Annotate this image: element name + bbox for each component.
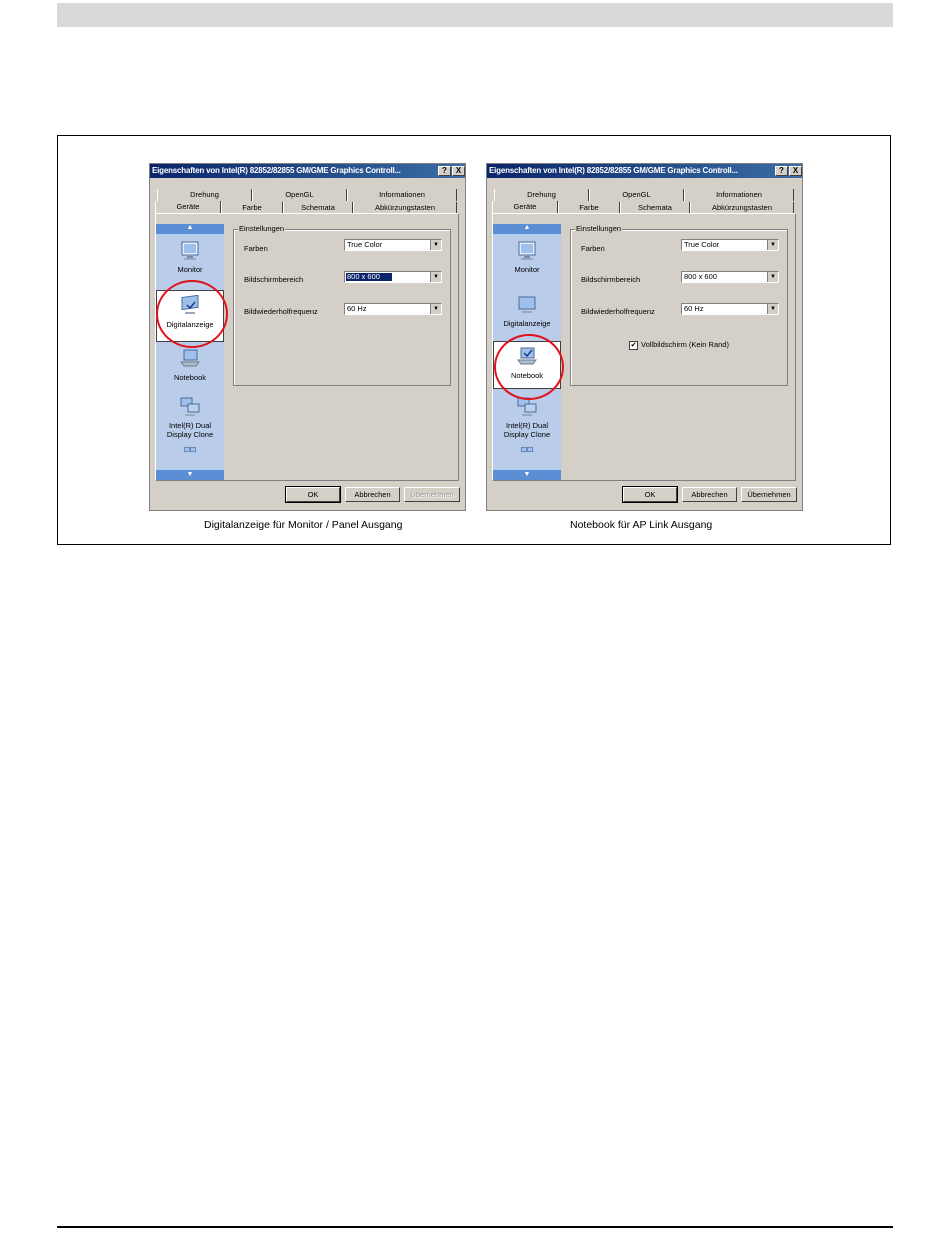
monitor-icon xyxy=(179,240,201,262)
dialog-title: Eigenschaften von Intel(R) 82852/82855 GM/GME Graphics Controll... xyxy=(489,166,738,175)
scroll-up-button[interactable]: ▲ xyxy=(493,224,561,234)
fullscreen-checkbox[interactable] xyxy=(629,340,729,350)
dual-display-icon xyxy=(179,396,201,418)
field-label: Bildwiederholfrequenz xyxy=(244,307,318,316)
tab-schemata[interactable]: Schemata xyxy=(620,202,690,214)
select-value: True Color xyxy=(347,240,383,249)
sidebar-item-extra[interactable] xyxy=(156,446,224,463)
dual-display-icon xyxy=(179,446,201,460)
close-button[interactable]: X xyxy=(452,166,465,176)
chevron-down-icon[interactable]: ▼ xyxy=(767,240,778,250)
sidebar-item-label: Monitor xyxy=(177,265,203,274)
tab-geraete[interactable]: Geräte xyxy=(492,201,558,213)
colors-select[interactable] xyxy=(344,239,442,251)
sidebar-item-label: Display Clone xyxy=(166,430,214,439)
dual-display-icon xyxy=(516,446,538,460)
tab-drehung[interactable]: Drehung xyxy=(494,189,589,201)
tab-informationen[interactable]: Informationen xyxy=(684,189,794,201)
tab-opengl[interactable]: OpenGL xyxy=(589,189,684,201)
field-label: Farben xyxy=(244,244,268,253)
ok-button[interactable]: OK xyxy=(623,487,677,502)
sidebar-item-monitor[interactable] xyxy=(156,240,224,274)
sidebar-item-notebook[interactable] xyxy=(156,348,224,382)
tab-schemata[interactable]: Schemata xyxy=(283,202,353,214)
apply-button[interactable]: Übernehmen xyxy=(404,487,460,502)
field-label: Bildschirmbereich xyxy=(244,275,304,284)
chevron-down-icon[interactable]: ▼ xyxy=(767,304,778,314)
refresh-rate-select[interactable] xyxy=(344,303,442,315)
field-label: Farben xyxy=(581,244,605,253)
colors-select[interactable] xyxy=(681,239,779,251)
select-value: 800 x 600 xyxy=(346,273,392,281)
monitor-icon xyxy=(516,240,538,262)
sidebar-item-digitalanzeige[interactable] xyxy=(493,294,561,328)
select-value: True Color xyxy=(684,240,720,249)
tab-opengl[interactable]: OpenGL xyxy=(252,189,347,201)
screen-area-select[interactable] xyxy=(681,271,779,283)
highlight-circle-left xyxy=(156,280,228,348)
select-value: 60 Hz xyxy=(684,304,704,313)
caption-right: Notebook für AP Link Ausgang xyxy=(570,519,713,531)
sidebar-item-label: Intel(R) Dual xyxy=(168,421,212,430)
checkmark-icon[interactable]: ✔ xyxy=(630,341,637,349)
select-value: 60 Hz xyxy=(347,304,367,313)
cancel-button[interactable]: Abbrechen xyxy=(682,487,737,502)
settings-group xyxy=(233,224,451,386)
close-button[interactable]: X xyxy=(789,166,802,176)
tab-informationen[interactable]: Informationen xyxy=(347,189,457,201)
caption-left: Digitalanzeige für Monitor / Panel Ausgang xyxy=(204,519,403,531)
scroll-down-button[interactable]: ▼ xyxy=(156,470,224,480)
sidebar-item-dual-display-clone[interactable] xyxy=(493,396,561,439)
sidebar-item-label: Notebook xyxy=(510,371,544,380)
tab-abkuerzungstasten[interactable]: Abkürzungstasten xyxy=(353,202,457,214)
screen-area-select[interactable] xyxy=(344,271,442,283)
help-button[interactable]: ? xyxy=(775,166,788,176)
sidebar-item-label: Intel(R) Dual xyxy=(505,421,549,430)
dialog-titlebar xyxy=(487,164,802,178)
checkbox-label: Vollbildschirm (Kein Rand) xyxy=(641,340,729,349)
field-label: Bildwiederholfrequenz xyxy=(581,307,655,316)
tab-farbe[interactable]: Farbe xyxy=(558,202,620,214)
field-label: Bildschirmbereich xyxy=(581,275,641,284)
sidebar-item-extra[interactable] xyxy=(493,446,561,463)
sidebar-item-label: Digitalanzeige xyxy=(503,319,551,328)
ok-button[interactable]: OK xyxy=(286,487,340,502)
tab-abkuerzungstasten[interactable]: Abkürzungstasten xyxy=(690,202,794,214)
dialog-title: Eigenschaften von Intel(R) 82852/82855 GM/GME Graphics Controll... xyxy=(152,166,401,175)
footer-line xyxy=(57,1226,893,1228)
scroll-up-button[interactable]: ▲ xyxy=(156,224,224,234)
sidebar-item-label: Monitor xyxy=(514,265,540,274)
highlight-circle-right xyxy=(494,334,564,400)
help-button[interactable]: ? xyxy=(438,166,451,176)
group-title: Einstellungen xyxy=(239,224,285,233)
device-sidebar xyxy=(156,224,224,480)
tab-geraete[interactable]: Geräte xyxy=(155,201,221,213)
sidebar-item-label: Display Clone xyxy=(503,430,551,439)
header-bar xyxy=(57,3,893,27)
sidebar-item-dual-display-clone[interactable] xyxy=(156,396,224,439)
sidebar-item-monitor[interactable] xyxy=(493,240,561,274)
settings-group xyxy=(570,224,788,386)
tab-farbe[interactable]: Farbe xyxy=(221,202,283,214)
tab-drehung[interactable]: Drehung xyxy=(157,189,252,201)
notebook-icon xyxy=(179,348,201,370)
chevron-down-icon[interactable]: ▼ xyxy=(767,272,778,282)
scroll-down-button[interactable]: ▼ xyxy=(493,470,561,480)
chevron-down-icon[interactable]: ▼ xyxy=(430,240,441,250)
apply-button[interactable]: Übernehmen xyxy=(741,487,797,502)
dialog-titlebar xyxy=(150,164,465,178)
cancel-button[interactable]: Abbrechen xyxy=(345,487,400,502)
select-value: 800 x 600 xyxy=(684,272,717,281)
sidebar-item-label: Digitalanzeige xyxy=(166,320,214,329)
flat-panel-icon xyxy=(516,294,538,316)
chevron-down-icon[interactable]: ▼ xyxy=(430,304,441,314)
group-title: Einstellungen xyxy=(576,224,622,233)
sidebar-item-label: Notebook xyxy=(173,373,207,382)
refresh-rate-select[interactable] xyxy=(681,303,779,315)
chevron-down-icon[interactable]: ▼ xyxy=(430,272,441,282)
